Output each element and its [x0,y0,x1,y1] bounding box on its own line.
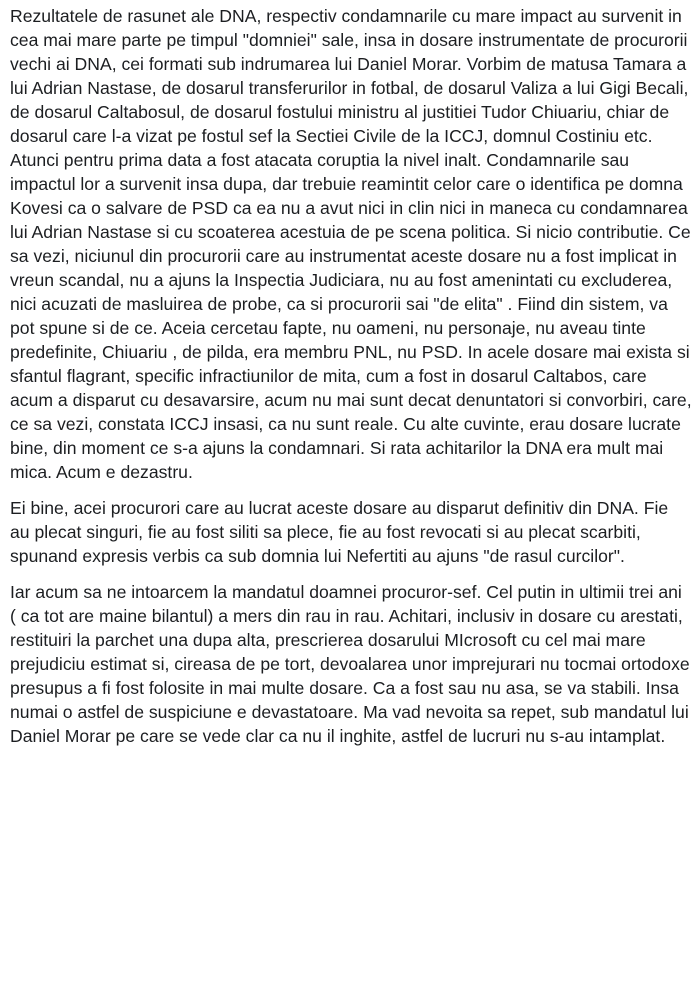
post-paragraph-3: Iar acum sa ne intoarcem la mandatul doamnei procuror-sef. Cel putin in ultimii trei ani ( ca tot are maine bilantul) a mers din rau in rau. Achitari, inclusiv in dosare cu arestati, restituiri la parchet una dupa alta, prescrierea dosarului MIcrosoft cu cel mai mare prejudiciu estimat si, cireasa de pe tort, devoalarea unor imprejurari nu tocmai ortodoxe presupus a fi fost folosite in mai multe dosare. Ca a fost sau nu asa, se va stabili. Insa numai o astfel de suspiciune e devastatoare. Ma vad nevoita sa repet, sub mandatul lui Daniel Morar pe care se vede clar ca nu il inghite, astfel de lucruri nu s-au intamplat. [10,582,690,746]
post-paragraph-2: Ei bine, acei procurori care au lucrat aceste dosare au disparut definitiv din DNA. Fie au plecat singuri, fie au fost siliti sa plece, fie au fost revocati si au plecat scarbiti, spunand expresis verbis ca sub domnia lui Nefertiti au ajuns "de rasul curcilor". [10,498,669,566]
post-paragraph-1: Rezultatele de rasunet ale DNA, respectiv condamnarile cu mare impact au survenit in cea mai mare parte pe timpul "domniei" sale, insa in dosare instrumentate de procurorii vechi ai DNA, cei formati sub indrumarea lui Daniel Morar. Vorbim de matusa Tamara a lui Adrian Nastase, de dosarul transferurilor in fotbal, de dosarul Valiza a lui Gigi Becali, de dosarul Caltabosul, de dosarul fostului ministru al justitiei Tudor Chiuariu, chiar de dosarul care l-a vizat pe fostul sef la Sectiei Civile de la ICCJ, domnul Costiniu etc. Atunci pentru prima data a fost atacata coruptia la nivel inalt. Condamnarile sau impactul lor a survenit insa dupa, dar trebuie reamintit celor care o identifica pe domna Kovesi ca o salvare de PSD ca ea nu a avut nici in clin nici in maneca cu condamnarea lui Adrian Nastase si cu scoaterea acestuia de pe scena politica. Si nicio contributie. Ce sa vezi, niciunul din procurorii care au instrumentat aceste dosare nu a fost implicat in vreun scandal, nu a ajuns la Inspectia Judiciara, nu au fost amenintati cu excluderea, nici acuzati de masluirea de probe, ca si procurorii sai "de elita" . Fiind din sistem, va pot spune si de ce. Aceia cercetau fapte, nu oameni, nu personaje, nu aveau tinte predefinite, Chiuariu , de pilda, era membru PNL, nu PSD. In acele dosare mai exista si sfantul flagrant, specific infractiunilor de mita, cum a fost in dosarul Caltabos, care acum a disparut cu desavarsire, acum nu mai sunt decat denuntatori si convorbiri, care, ce sa vezi, constata ICCJ insasi, ca nu sunt reale. Cu alte cuvinte, erau dosare lucrate bine, din moment ce s-a ajuns la condamnari. Si rata achitarilor la DNA era mult mai mica. Acum e dezastru. [10,6,692,482]
post-body [10,4,692,748]
